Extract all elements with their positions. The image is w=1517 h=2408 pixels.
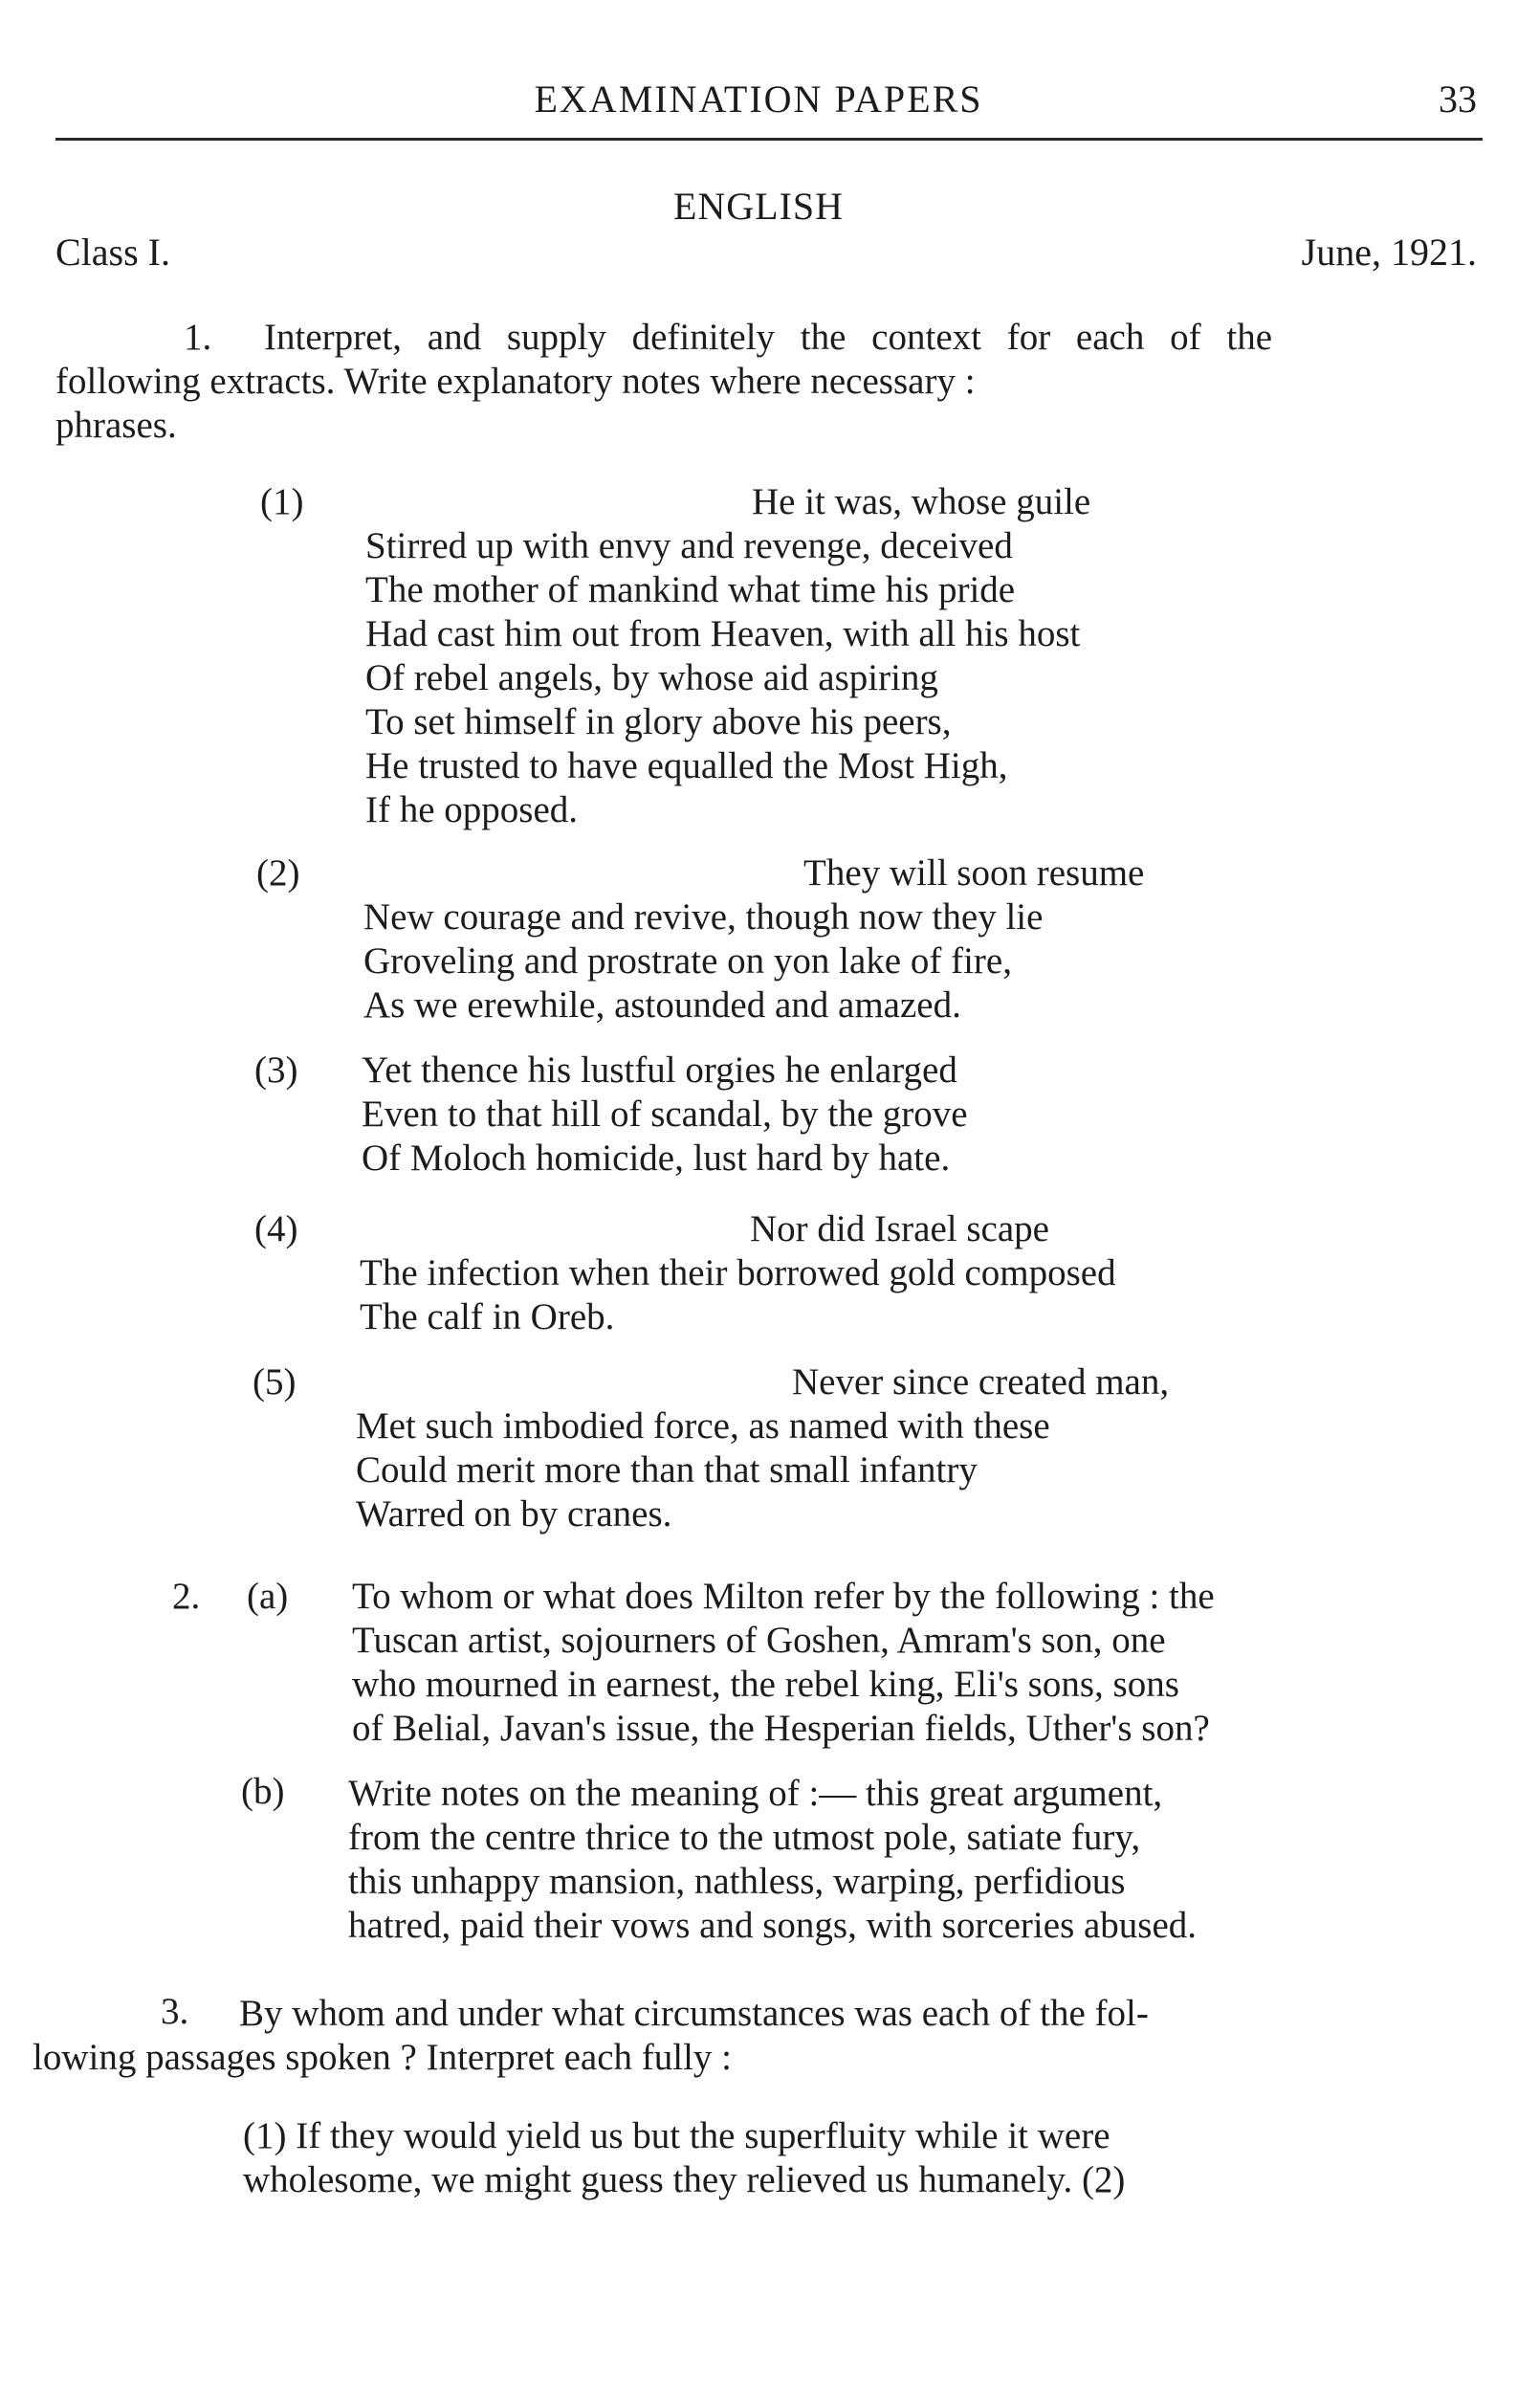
exam-date: June, 1921. [1301, 231, 1477, 274]
extract-label: (1) [260, 481, 304, 522]
text-line: phrases. [55, 405, 177, 446]
verse-line: Even to that hill of scandal, by the grove [362, 1094, 968, 1135]
verse-line: As we erewhile, astounded and amazed. [363, 984, 961, 1026]
text-line: who mourned in earnest, the rebel king, Eli's sons, sons [352, 1664, 1179, 1705]
extract-5 [356, 1360, 1169, 1536]
question-3-text [33, 1992, 1454, 2080]
question-number: 2. [172, 1576, 201, 1617]
verse-line: Stirred up with envy and revenge, deceived [365, 525, 1013, 566]
verse-line: Could merit more than that small infantry [356, 1449, 978, 1491]
verse-line: Of Moloch homicide, lust hard by hate. [362, 1138, 951, 1179]
text-line: wholesome, we might guess they relieved us humanely. (2) [243, 2159, 1126, 2200]
page-number: 33 [1439, 77, 1477, 121]
verse-line: The infection when their borrowed gold composed [360, 1252, 1116, 1293]
class-label: Class I. [55, 231, 170, 274]
question-2b-text [348, 1772, 1452, 1948]
text-line: Interpret, and supply definitely the context for each of the [264, 317, 1272, 358]
running-header: EXAMINATION PAPERS [534, 77, 983, 121]
verse-line: Met such imbodied force, as named with these [356, 1405, 1050, 1447]
verse-line: Of rebel angels, by whose aid aspiring [365, 657, 938, 698]
extract-label: (5) [253, 1361, 297, 1403]
sub-question-label: (a) [247, 1576, 289, 1617]
extract-1 [365, 480, 1090, 832]
verse-line: The calf in Oreb. [360, 1296, 615, 1337]
subject-heading: ENGLISH [672, 185, 845, 228]
text-line: from the centre thrice to the utmost pole, satiate fury, [348, 1817, 1141, 1858]
extract-label: (3) [254, 1049, 298, 1091]
extract-label: (4) [254, 1208, 298, 1249]
text-line: Write notes on the meaning of :— this great argument, [348, 1773, 1163, 1814]
extract-label: (2) [256, 852, 300, 894]
extract-3 [362, 1049, 968, 1181]
header-rule [55, 138, 1483, 141]
verse-line: To set himself in glory above his peers, [365, 701, 952, 742]
question-number: 3. [161, 1991, 189, 2032]
question-1-text [55, 316, 1481, 448]
question-number: 1. [184, 317, 212, 358]
question-2a-text [352, 1575, 1452, 1751]
verse-line: Groveling and prostrate on yon lake of fire, [363, 940, 1012, 982]
verse-line: If he opposed. [365, 789, 579, 830]
question-3-passage-1 [243, 2114, 1452, 2202]
text-line: lowing passages spoken ? Interpret each fully : [33, 2037, 733, 2078]
extract-2 [363, 851, 1144, 1027]
verse-line: He trusted to have equalled the Most High, [365, 745, 1008, 786]
text-line: By whom and under what circumstances was each of the fol- [239, 1993, 1149, 2034]
verse-line: Warred on by cranes. [356, 1493, 672, 1535]
sub-question-label: (b) [241, 1771, 285, 1812]
verse-line: The mother of mankind what time his pride [365, 569, 1016, 610]
text-line: hatred, paid their vows and songs, with sorceries abused. [348, 1905, 1198, 1946]
text-line: Tuscan artist, sojourners of Goshen, Amram's son, one [352, 1620, 1166, 1661]
verse-line: Had cast him out from Heaven, with all his host [365, 613, 1081, 654]
extract-first-line: Never since created man, [792, 1361, 1170, 1403]
extract-first-line: Nor did Israel scape [750, 1208, 1049, 1249]
text-line: of Belial, Javan's issue, the Hesperian fields, Uther's son? [352, 1708, 1210, 1749]
text-line: this unhappy mansion, nathless, warping, perfidious [348, 1861, 1126, 1902]
text-line: To whom or what does Milton refer by the following : the [352, 1576, 1215, 1617]
extract-4 [360, 1207, 1116, 1339]
extract-first-line: He it was, whose guile [752, 481, 1091, 522]
extract-first-line: Yet thence his lustful orgies he enlarged [362, 1049, 957, 1091]
extract-first-line: They will soon resume [803, 852, 1145, 894]
text-line: following extracts. Write explanatory notes where necessary : [55, 361, 976, 402]
text-line: (1) If they would yield us but the superfluity while it were [243, 2115, 1110, 2156]
verse-line: New courage and revive, though now they lie [363, 896, 1044, 938]
